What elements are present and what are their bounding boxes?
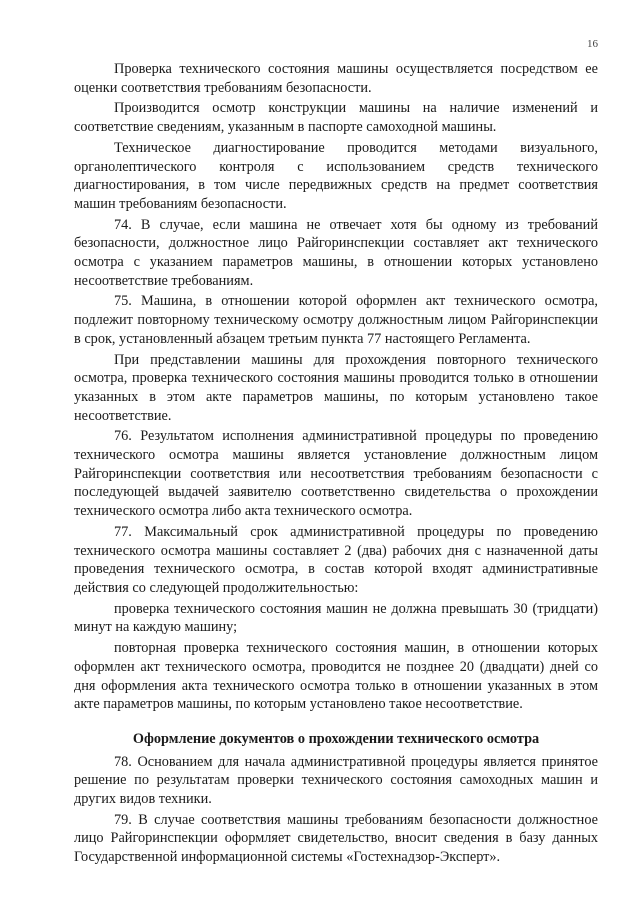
- page-number: 16: [587, 38, 598, 50]
- paragraph: 75. Машина, в отношении которой оформлен акт технического осмотра, подлежит повторному техническому осмотру должностным лицом Райгоринспекции в срок, установленный абзацем третьим пункта 77 настоящего Регламента.: [74, 293, 598, 347]
- paragraph: Производится осмотр конструкции машины на наличие изменений и соответствие сведениям, указанным в паспорте самоходной машины.: [74, 100, 598, 136]
- paragraph: повторная проверка технического состояния машин, в отношении которых оформлен акт технического осмотра, проводится не позднее 20 (двадцати) дней со дня оформления акта технического осмотра только в отношении указанных в этом акте параметров машины, по которым установлено такое несоответствие.: [74, 640, 598, 713]
- paragraph: проверка технического состояния машин не должна превышать 30 (тридцати) минут на каждую машину;: [74, 600, 598, 636]
- paragraph: Техническое диагностирование проводится методами визуального, органолептического контроля с использованием средств технического диагностирования, в том числе передвижных средств на предмет соответствия машин требованиям безопасности.: [74, 139, 598, 212]
- paragraph: 77. Максимальный срок административной процедуры по проведению технического осмотра машины составляет 2 (два) рабочих дня с назначенной даты проведения технического осмотра, в состав которой входят административные действия со следующей продолжительностью:: [74, 523, 598, 596]
- document-body: [74, 60, 598, 869]
- paragraph: 78. Основанием для начала административной процедуры является принятое решение по результатам проверки технического состояния самоходных машин и других видов техники.: [74, 753, 598, 808]
- paragraph: 74. В случае, если машина не отвечает хотя бы одному из требований безопасности, должностное лицо Райгоринспекции составляет акт технического осмотра с указанием параметров машины, в отношении которых установлено несоответствие требованиям.: [74, 216, 598, 289]
- paragraph: 76. Результатом исполнения административной процедуры по проведению технического осмотра машины является установление должностным лицом Райгоринспекции соответствия или несоответствия требованиям безопасности с последующей выдачей заявителю соответственно свидетельства о прохождении технического осмотра либо акта технического осмотра.: [74, 428, 598, 520]
- section-heading: Оформление документов о прохождении технического осмотра: [132, 730, 540, 747]
- paragraph: При представлении машины для прохождения повторного технического осмотра, проверка технического состояния машины проводится только в отношении указанных в этом акте параметров машины, по которым установлено такое несоответствие.: [74, 351, 598, 424]
- paragraph: Проверка технического состояния машины осуществляется посредством ее оценки соответствия требованиям безопасности.: [74, 61, 598, 96]
- paragraph: 79. В случае соответствия машины требованиям безопасности должностное лицо Райгоринспекции оформляет свидетельство, вносит сведения в базу данных Государственной информационной системы «Гостехнадзор-Эксперт».: [74, 811, 598, 866]
